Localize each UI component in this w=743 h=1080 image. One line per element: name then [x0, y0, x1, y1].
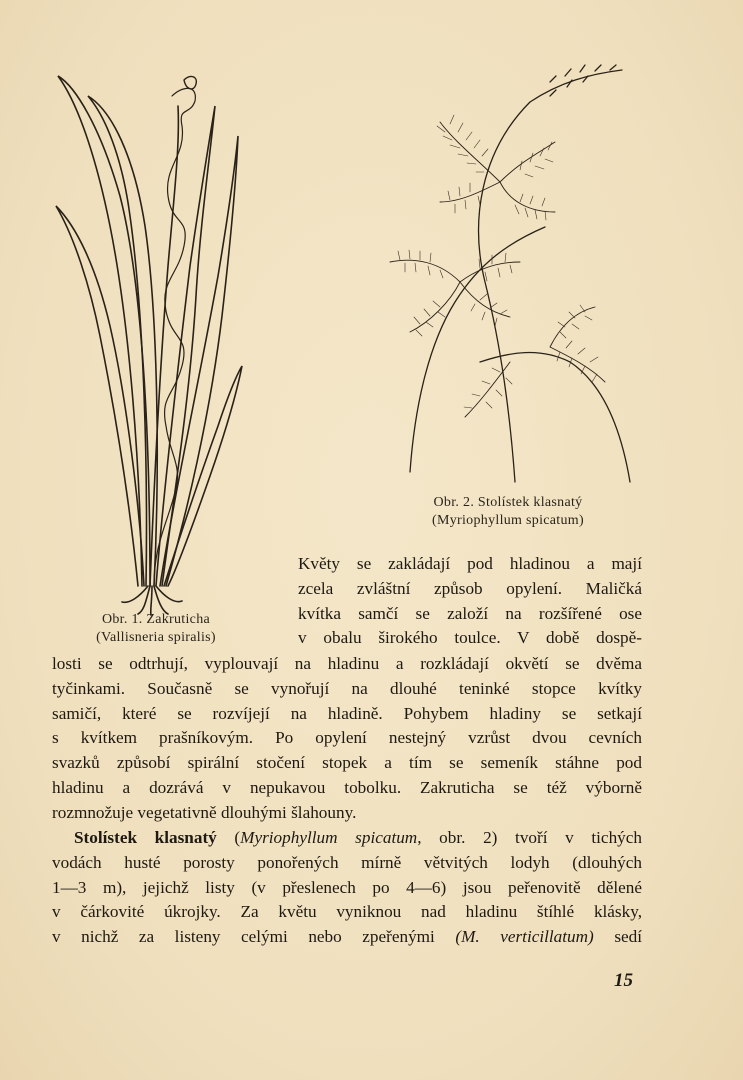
text-line: Květy se zakládají pod hladinou a mají	[298, 554, 642, 573]
bold-term: Stolístek klasnatý	[74, 828, 217, 847]
figure2-caption-latin: (Myriophyllum spicatum)	[432, 513, 584, 528]
figure1-caption-latin: (Vallisneria spiralis)	[96, 630, 216, 645]
text-line: svazků způsobí spirální stočení stopek a tím se semeník stáhne pod	[52, 753, 642, 773]
text-line: losti se odtrhují, vyplouvají na hladinu a rozkládají okvětí se dvěma	[52, 654, 642, 673]
text-fragment: , obr. 2) tvoří v tichých	[417, 828, 642, 847]
text-line	[52, 826, 642, 851]
text-line: zcela zvláštní způsob opylení. Maličká	[298, 578, 642, 598]
figure1-caption-number: Obr. 1. Zakruticha	[101, 612, 211, 627]
text-line: v obalu širokého toulce. V době dospě-	[298, 628, 642, 648]
page-number: 15	[614, 970, 633, 991]
text-line: samičí, které se rozvíjejí na hladině. Pohybem hladiny se setkají	[52, 703, 642, 723]
text-line: v čárkovité úkrojky. Za květu vyniknou nad hladinu štíhlé klásky,	[52, 902, 642, 922]
paragraph-flowers-continued	[52, 652, 642, 826]
myriophyllum-illustration	[360, 62, 635, 492]
text-line: rozmnožuje vegetativně dlouhými šlahouny.	[52, 802, 357, 822]
text-line	[52, 925, 642, 950]
text-fragment: (	[216, 828, 241, 847]
text-line: vodách husté porosty ponořených mírně větvitých lodyh (dlouhých	[52, 852, 642, 872]
paragraph-myriophyllum	[52, 826, 642, 950]
paragraph-flowers	[298, 552, 642, 651]
figure2-caption-number: Obr. 2. Stolístek klasnatý	[433, 495, 583, 510]
italic-term: (M. verticillatum)	[455, 927, 594, 947]
text-line: hladinu a dozrává v nepukavou tobolku. Zakruticha se též výborně	[52, 777, 642, 797]
figure1-caption	[66, 611, 246, 647]
text-line: 1—3 m), jejichž listy (v přeslenech po 4—6) jsou peřenovitě dělené	[52, 877, 642, 897]
text-fragment: v nichž za listeny celými nebo zpeřenými	[52, 927, 456, 947]
italic-term: Myriophyllum spicatum	[240, 828, 418, 847]
text-line: kvítka samčí se založí na rozšířené ose	[298, 603, 642, 623]
figure2-caption	[398, 494, 618, 530]
text-fragment: sedí	[593, 927, 643, 947]
text-line: tyčinkami. Současně se vynořují na dlouhé teninké stopce kvítky	[52, 678, 642, 698]
text-line: s kvítkem prašníkovým. Po opylení nestejný vzrůst dvou cevních	[52, 728, 642, 748]
vallisneria-illustration	[50, 66, 255, 616]
